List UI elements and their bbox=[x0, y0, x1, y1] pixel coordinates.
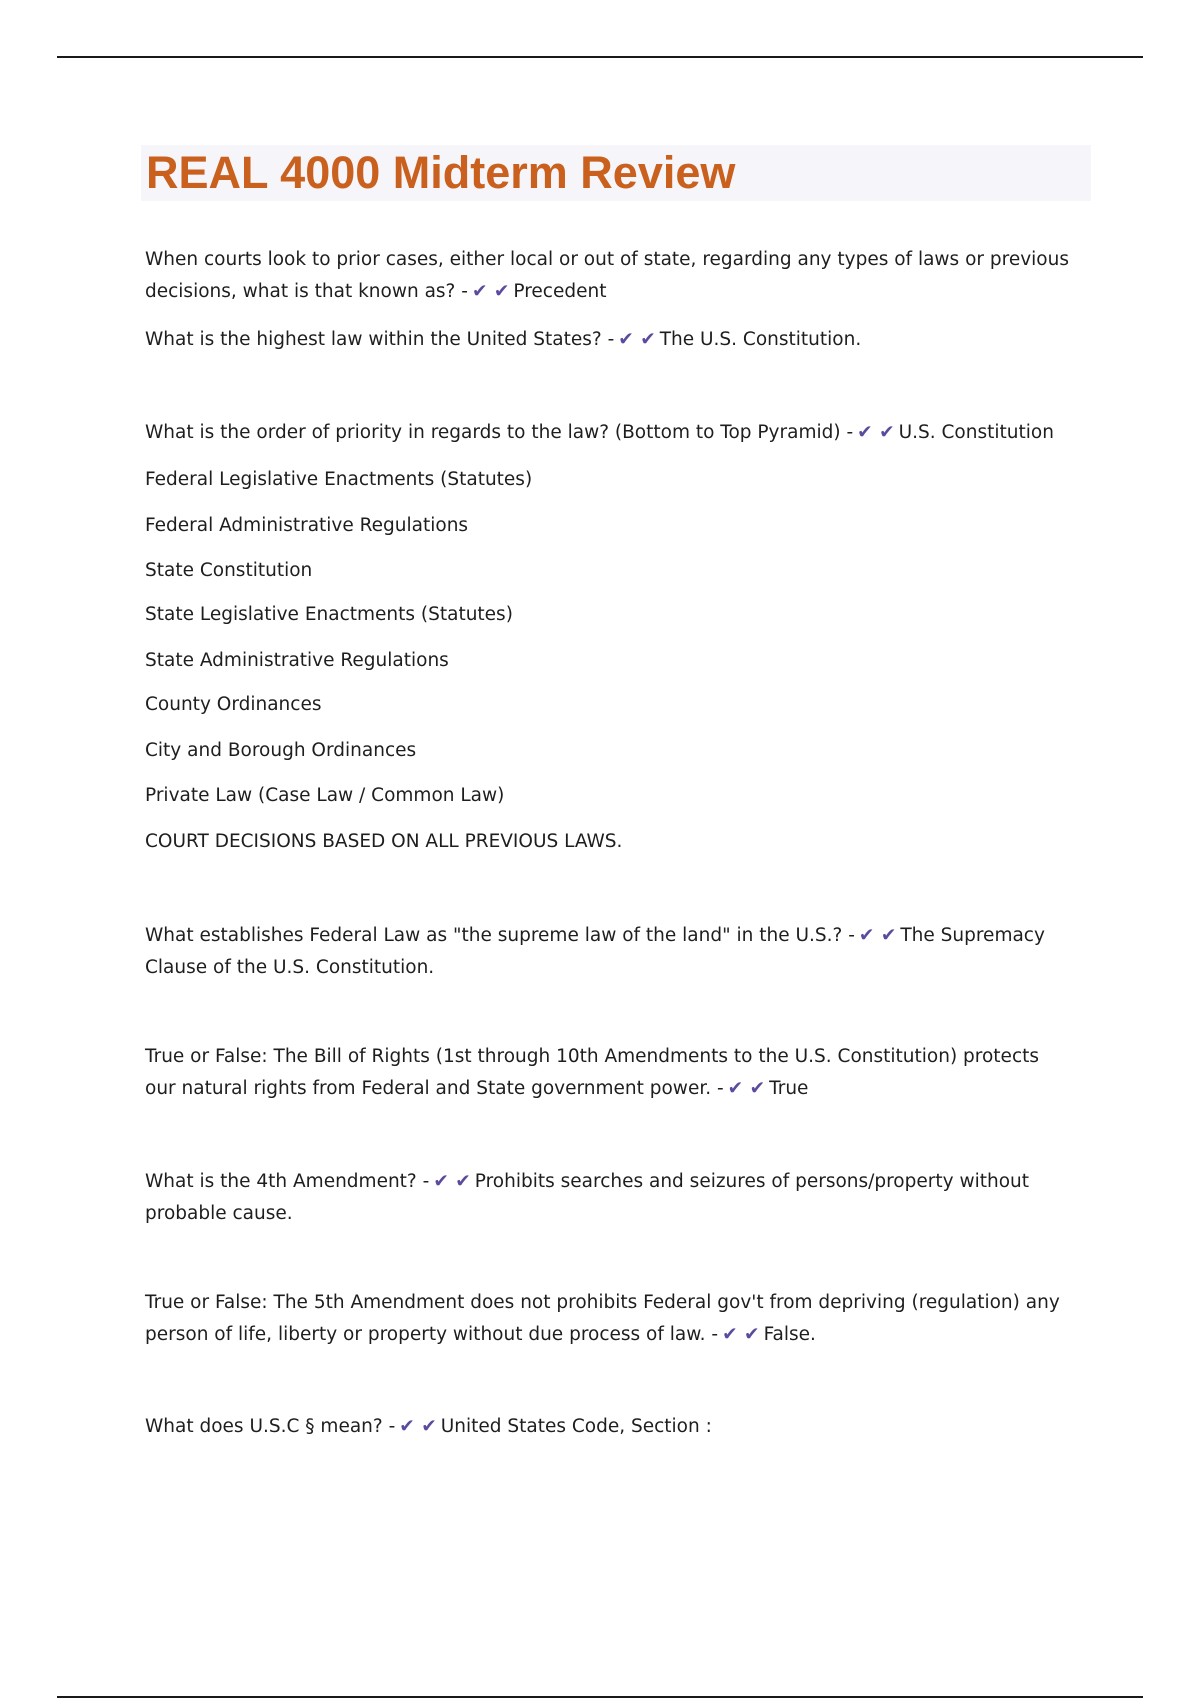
check-icon: ✔ ✔ bbox=[722, 1324, 760, 1345]
top-rule bbox=[57, 56, 1143, 58]
question-text: What does U.S.C § mean? - bbox=[145, 1416, 396, 1437]
answer-text: U.S. Constitution bbox=[898, 422, 1054, 443]
list-item: State Constitution bbox=[145, 560, 313, 581]
list-item: COURT DECISIONS BASED ON ALL PREVIOUS LAWS. bbox=[145, 831, 623, 852]
list-item: State Legislative Enactments (Statutes) bbox=[145, 604, 513, 625]
check-icon: ✔ ✔ bbox=[858, 925, 897, 946]
bottom-rule bbox=[57, 1696, 1143, 1698]
qa-item bbox=[145, 1287, 1075, 1351]
question-text: What is the order of priority in regards to the law? (Bottom to Top Pyramid) - bbox=[145, 422, 854, 443]
check-icon: ✔ ✔ bbox=[727, 1078, 766, 1099]
answer-text: United States Code, Section : bbox=[440, 1416, 712, 1437]
question-text: What is the highest law within the United States? - bbox=[145, 329, 615, 350]
list-item: City and Borough Ordinances bbox=[145, 740, 417, 761]
answer-text: Prohibits searches and seizures of persons/property without probable cause. bbox=[145, 1171, 1029, 1224]
question-text: When courts look to prior cases, either local or out of state, regarding any types of laws or previous decisions, what is that known as? - bbox=[145, 249, 1069, 302]
answer-text: False. bbox=[763, 1324, 816, 1345]
question-text: What establishes Federal Law as "the supreme law of the land" in the U.S.? - bbox=[145, 925, 855, 946]
qa-item bbox=[145, 1041, 1075, 1105]
list-item: State Administrative Regulations bbox=[145, 650, 449, 671]
list-item: Federal Legislative Enactments (Statutes) bbox=[145, 469, 533, 490]
question-text: True or False: The Bill of Rights (1st through 10th Amendments to the U.S. Constitution) protects our natural rights from Federal and State government power. - bbox=[145, 1046, 1040, 1099]
check-icon: ✔ ✔ bbox=[399, 1416, 437, 1437]
qa-item bbox=[145, 920, 1075, 984]
qa-item bbox=[145, 324, 1075, 356]
qa-item bbox=[145, 1411, 1075, 1443]
list-item: Federal Administrative Regulations bbox=[145, 515, 469, 536]
question-text: True or False: The 5th Amendment does not prohibits Federal gov't from depriving (regulation) any person of life, liberty or property without due process of law. - bbox=[145, 1292, 1060, 1345]
check-icon: ✔ ✔ bbox=[433, 1171, 471, 1192]
list-item: Private Law (Case Law / Common Law) bbox=[145, 785, 505, 806]
answer-text: The U.S. Constitution. bbox=[659, 329, 862, 350]
check-icon: ✔ ✔ bbox=[857, 422, 895, 443]
question-text: What is the 4th Amendment? - bbox=[145, 1171, 430, 1192]
check-icon: ✔ ✔ bbox=[471, 281, 510, 302]
check-icon: ✔ ✔ bbox=[618, 329, 656, 350]
document-title: REAL 4000 Midterm Review bbox=[146, 147, 736, 198]
answer-text: True bbox=[769, 1078, 809, 1099]
answer-text: Precedent bbox=[513, 281, 607, 302]
list-item: County Ordinances bbox=[145, 694, 322, 715]
answer-text: The Supremacy Clause of the U.S. Constitution. bbox=[145, 925, 1045, 978]
qa-item bbox=[145, 1166, 1075, 1230]
qa-item bbox=[145, 244, 1075, 308]
qa-item bbox=[145, 417, 1075, 449]
